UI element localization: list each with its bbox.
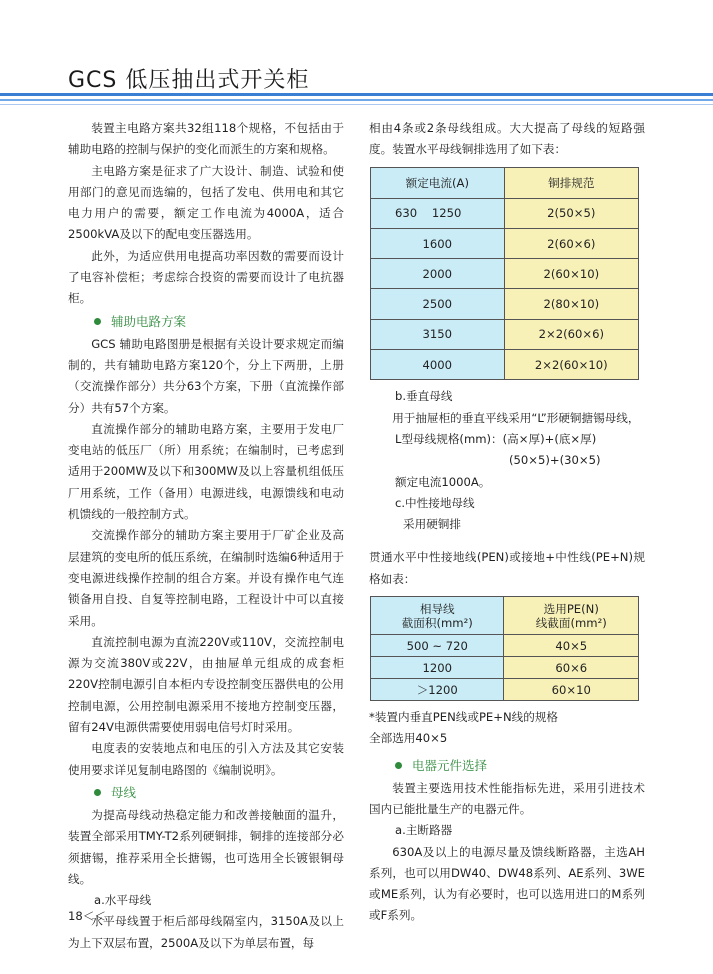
paragraph: 水平母线置于柜后部母线隔室内，3150A及以上为上下双层布置，2500A及以下为单层布置，每 (68, 914, 344, 950)
table-cell: 2(50×5) (504, 198, 638, 228)
table-cell: 3150 (371, 319, 505, 349)
table-cell: 2(80×10) (504, 289, 638, 319)
table-header-cell (371, 597, 504, 635)
paragraph: 为提高母线动热稳定能力和改善接触面的温升，装置全部采用TMY-T2系列硬铜排，铜排的连接部分必须搪锡，推荐采用全长搪锡，也可选用全长镀银铜母线。 (68, 807, 344, 886)
subheading: a.主断路器 (395, 823, 453, 838)
table-row (371, 228, 639, 258)
busbar-table (370, 167, 639, 381)
table-row (371, 198, 639, 228)
text-line: L型母线规格(mm)：(高×厚)+(底×厚) (395, 431, 597, 446)
table-cell: 2×2(60×10) (504, 350, 638, 380)
table-header-cell: 额定电流(A) (371, 167, 505, 198)
header-rule (0, 99, 713, 101)
table-row (371, 289, 639, 319)
table-cell: 60×6 (504, 657, 639, 679)
text-line: 额定电流1000A。 (395, 474, 491, 489)
bullet-icon (94, 318, 101, 325)
table-row (371, 319, 639, 349)
table-header-cell (504, 597, 639, 635)
table-cell: 1200 (371, 657, 504, 679)
table-cell: 2(60×10) (504, 259, 638, 289)
section-heading (68, 781, 344, 805)
paragraph: 630A及以上的电源尽量及馈线断路器，主选AH系列，也可以用DW40、DW48系列、AE系列、3WE或ME系列，认为有必要时，也可以选用进口的M系列或F系列。 (369, 844, 645, 923)
paragraph: 交流操作部分的辅助方案主要用于厂矿企业及高层建筑的变电所的低压系统，在编制时选编6种适用于变电源进线操作控制的组合方案。并设有操作电气连锁备用自投、自复等控制电路，工程设计中可以直接采用。 (68, 528, 344, 628)
table-cell: 60×10 (504, 679, 639, 701)
section-heading (369, 754, 645, 778)
paragraph: 电度表的安装地点和电压的引入方法及其它安装使用要求详见复制电路图的《编制说明》。 (68, 741, 344, 777)
header-rule (0, 93, 713, 96)
table-row (371, 635, 639, 657)
section-heading-label: 母线 (111, 784, 137, 800)
subheading: a.水平母线 (94, 893, 152, 908)
table-cell: 40×5 (504, 635, 639, 657)
table-header-line: 截面积(mm²) (401, 615, 473, 630)
table-row (371, 259, 639, 289)
pen-table (370, 596, 639, 701)
table-row (371, 679, 639, 701)
table-cell: 2(60×6) (504, 228, 638, 258)
text-line: 采用硬铜排 (403, 517, 461, 532)
paragraph: GCS 辅助电路图册是根据有关设计要求规定而编制的，共有辅助电路方案120个，分上下两册，上册（交流操作部分）共分63个方案，下册（直流操作部分）共有57个方案。 (68, 336, 344, 415)
paragraph: 装置主要选用技术性能指标先进，采用引进技术国内已能批量生产的电器元件。 (369, 780, 645, 816)
table-header-line: 相导线 (419, 601, 455, 616)
paragraph: 主电路方案是征求了广大设计、制造、试验和使用部门的意见而选编的，包括了发电、供用电和其它电力用户的需要，额定工作电流为4000A，适合2500kVA及以下的配电变压器选用。 (68, 163, 344, 242)
paragraph: 相由4条或2条母线组成。大大提高了母线的短路强度。装置水平母线铜排选用了如下表： (369, 121, 645, 157)
paragraph: 直流操作部分的辅助电路方案，主要用于发电厂变电站的低压厂（所）用系统；在编制时，已考虑到适用于200MW及以下和300MW及以上容量机组低压厂用系统，工作（备用）电源进线，电源馈线和电动机馈线的一般控制方式。 (68, 421, 344, 522)
paragraph: 直流控制电源为直流220V或110V，交流控制电源为交流380V或22V，由抽屉单元组成的成套柜220V控制电源引自本柜内专设控制变压器供电的公用控制电源，公用控制电源采用不接地方控制变压器，留有24V电源供需要使用弱电信号灯时采用。 (68, 634, 344, 735)
section-heading (68, 310, 344, 334)
table-cell: ＞1200 (371, 679, 504, 701)
paragraph: 装置主电路方案共32组118个规格，不包括由于辅助电路的控制与保护的变化而派生的方案和规格。 (68, 121, 344, 157)
table-cell: 1600 (371, 228, 505, 258)
section-heading-label: 电器元件选择 (412, 757, 488, 773)
paragraph: 用于抽屉柜的垂直平线采用“L”形硬铜搪锡母线， (392, 410, 640, 425)
table-cell: 4000 (371, 350, 505, 380)
table-row (371, 657, 639, 679)
table-header-cell: 铜排规范 (504, 167, 638, 198)
table-header-line: 选用PE(N) (543, 601, 599, 616)
table-header-line: 线截面(mm²) (535, 615, 607, 630)
table-header-row (371, 597, 639, 635)
table-cell: 500 ~ 720 (371, 635, 504, 657)
subheading: b.垂直母线 (395, 389, 453, 404)
subheading: c.中性接地母线 (395, 495, 475, 510)
footnote: *装置内垂直PEN线或PE+N线的规格 (369, 710, 559, 725)
paragraph: 此外，为适应供用电提高功率因数的需要而设计了电容补偿柜；考虑综合投资的需要而设计了电抗器柜。 (68, 248, 344, 306)
text-line: (50×5)+(30×5) (509, 453, 601, 468)
table-row (371, 350, 639, 380)
table-cell: 630 1250 (371, 198, 505, 228)
right-column (369, 118, 645, 927)
table-cell: 2000 (371, 259, 505, 289)
table-cell: 2500 (371, 289, 505, 319)
section-heading-label: 辅助电路方案 (111, 313, 187, 329)
table-cell: 2×2(60×6) (504, 319, 638, 349)
footnote: 全部选用40×5 (369, 731, 448, 746)
bullet-icon (94, 789, 101, 796)
left-column (68, 118, 344, 954)
header-rule (0, 104, 713, 105)
paragraph: 贯通水平中性接地线(PEN)或接地+中性线(PE+N)规格如表： (369, 550, 645, 586)
bullet-icon (395, 762, 402, 769)
page-number: 18＜＜ (68, 909, 106, 923)
table-header-row (371, 167, 639, 198)
page-title: GCS 低压抽出式开关柜 (68, 68, 310, 93)
